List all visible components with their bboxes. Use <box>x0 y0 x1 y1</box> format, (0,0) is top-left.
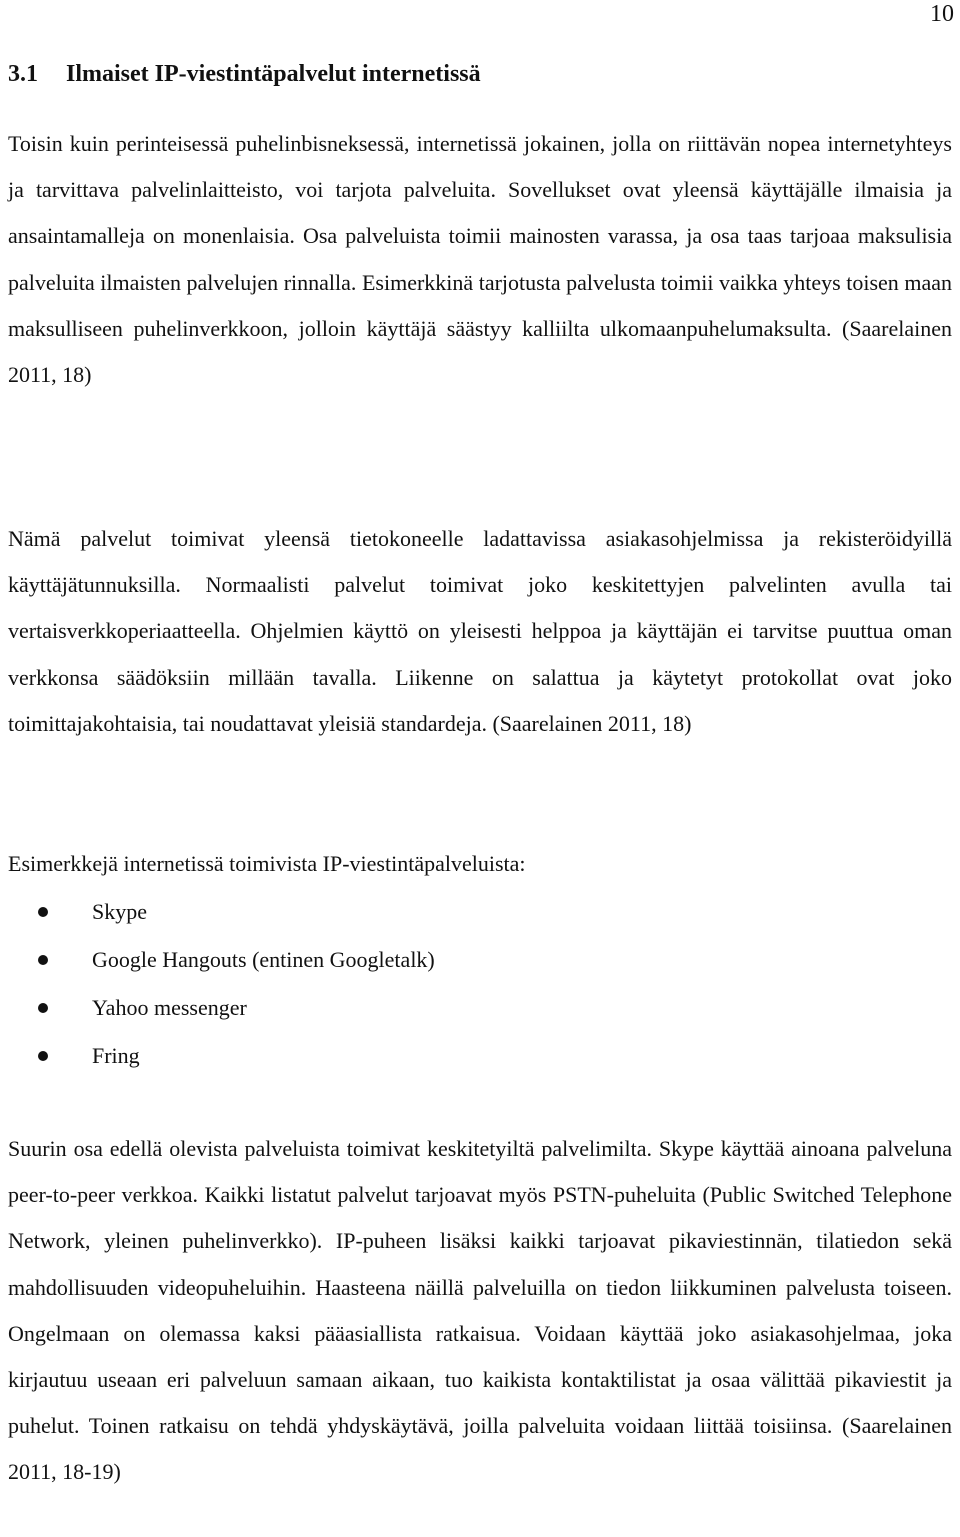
section-number: 3.1 <box>8 61 38 87</box>
bullet-icon <box>38 955 48 965</box>
page-number: 10 <box>930 1 954 27</box>
paragraph-intro: Toisin kuin perinteisessä puhelinbisneksessä, internetissä jokainen, jolla on riittävän nopea internetyhteys ja tarvittava palvelinlaitteisto, voi tarjota palveluita. Sovellukset ovat yleensä käyttäjälle ilmaisia ja ansaintamalleja on monenlaisia. Osa palveluista toimii mainosten varassa, ja osa taas tarjoaa maksulisia palveluita ilmaisten palvelujen rinnalla. Esimerkkinä tarjotusta palvelusta toimii vaikka yhteys toisen maan maksulliseen puhelinverkkoon, jolloin käyttäjä säästyy kalliilta ulkomaanpuhelumaksulta. (Saarelainen 2011, 18) <box>8 131 952 388</box>
paragraph-examples-lead: Esimerkkejä internetissä toimivista IP-viestintäpalveluista: <box>8 851 526 876</box>
section-title: Ilmaiset IP-viestintäpalvelut internetissä <box>66 61 481 87</box>
bullet-icon <box>38 1051 48 1061</box>
bullet-icon <box>38 907 48 917</box>
list-item: Skype <box>38 888 435 936</box>
bullet-icon <box>38 1003 48 1013</box>
list-item: Fring <box>38 1032 435 1080</box>
paragraph-summary: Suurin osa edellä olevista palveluista toimivat keskitetyiltä palvelimilta. Skype käyttää ainoana palveluna peer-to-peer verkkoa. Kaikki listatut palvelut tarjoavat myös PSTN-puheluita (Public Switched Telephone Network, yleinen puhelinverkko). IP-puheen lisäksi kaikki tarjoavat pikaviestinnän, tilatiedon sekä mahdollisuuden videopuheluihin. Haasteena näillä palveluilla on tiedon liikkuminen palvelusta toiseen. Ongelmaan on olemassa kaksi pääasiallista ratkaisua. Voidaan käyttää joko asiakasohjelmaa, joka kirjautuu useaan eri palveluun samaan aikaan, tuo kaikista kontaktilistat ja osaa välittää pikaviestit ja puhelut. Toinen ratkaisu on tehdä yhdyskäytävä, joilla palveluita voidaan liittää toisiinsa. (Saarelainen 2011, 18-19) <box>8 1136 952 1485</box>
section-heading <box>8 58 481 90</box>
paragraph-clients: Nämä palvelut toimivat yleensä tietokoneelle ladattavissa asiakasohjelmissa ja rekisteröidyillä käyttäjätunnuksilla. Normaalisti palvelut toimivat joko keskitettyjen palvelinten avulla tai vertaisverkkoperiaatteella. Ohjelmien käyttö on yleisesti helppoa ja käyttäjän ei tarvitse puuttua oman verkkonsa säädöksiin millään tavalla. Liikenne on salattua ja käytetyt protokollat ovat joko toimittajakohtaisia, tai noudattavat yleisiä standardeja. (Saarelainen 2011, 18) <box>8 526 952 736</box>
list-item: Yahoo messenger <box>38 984 435 1032</box>
list-item: Google Hangouts (entinen Googletalk) <box>38 936 435 984</box>
services-list <box>38 888 435 1080</box>
